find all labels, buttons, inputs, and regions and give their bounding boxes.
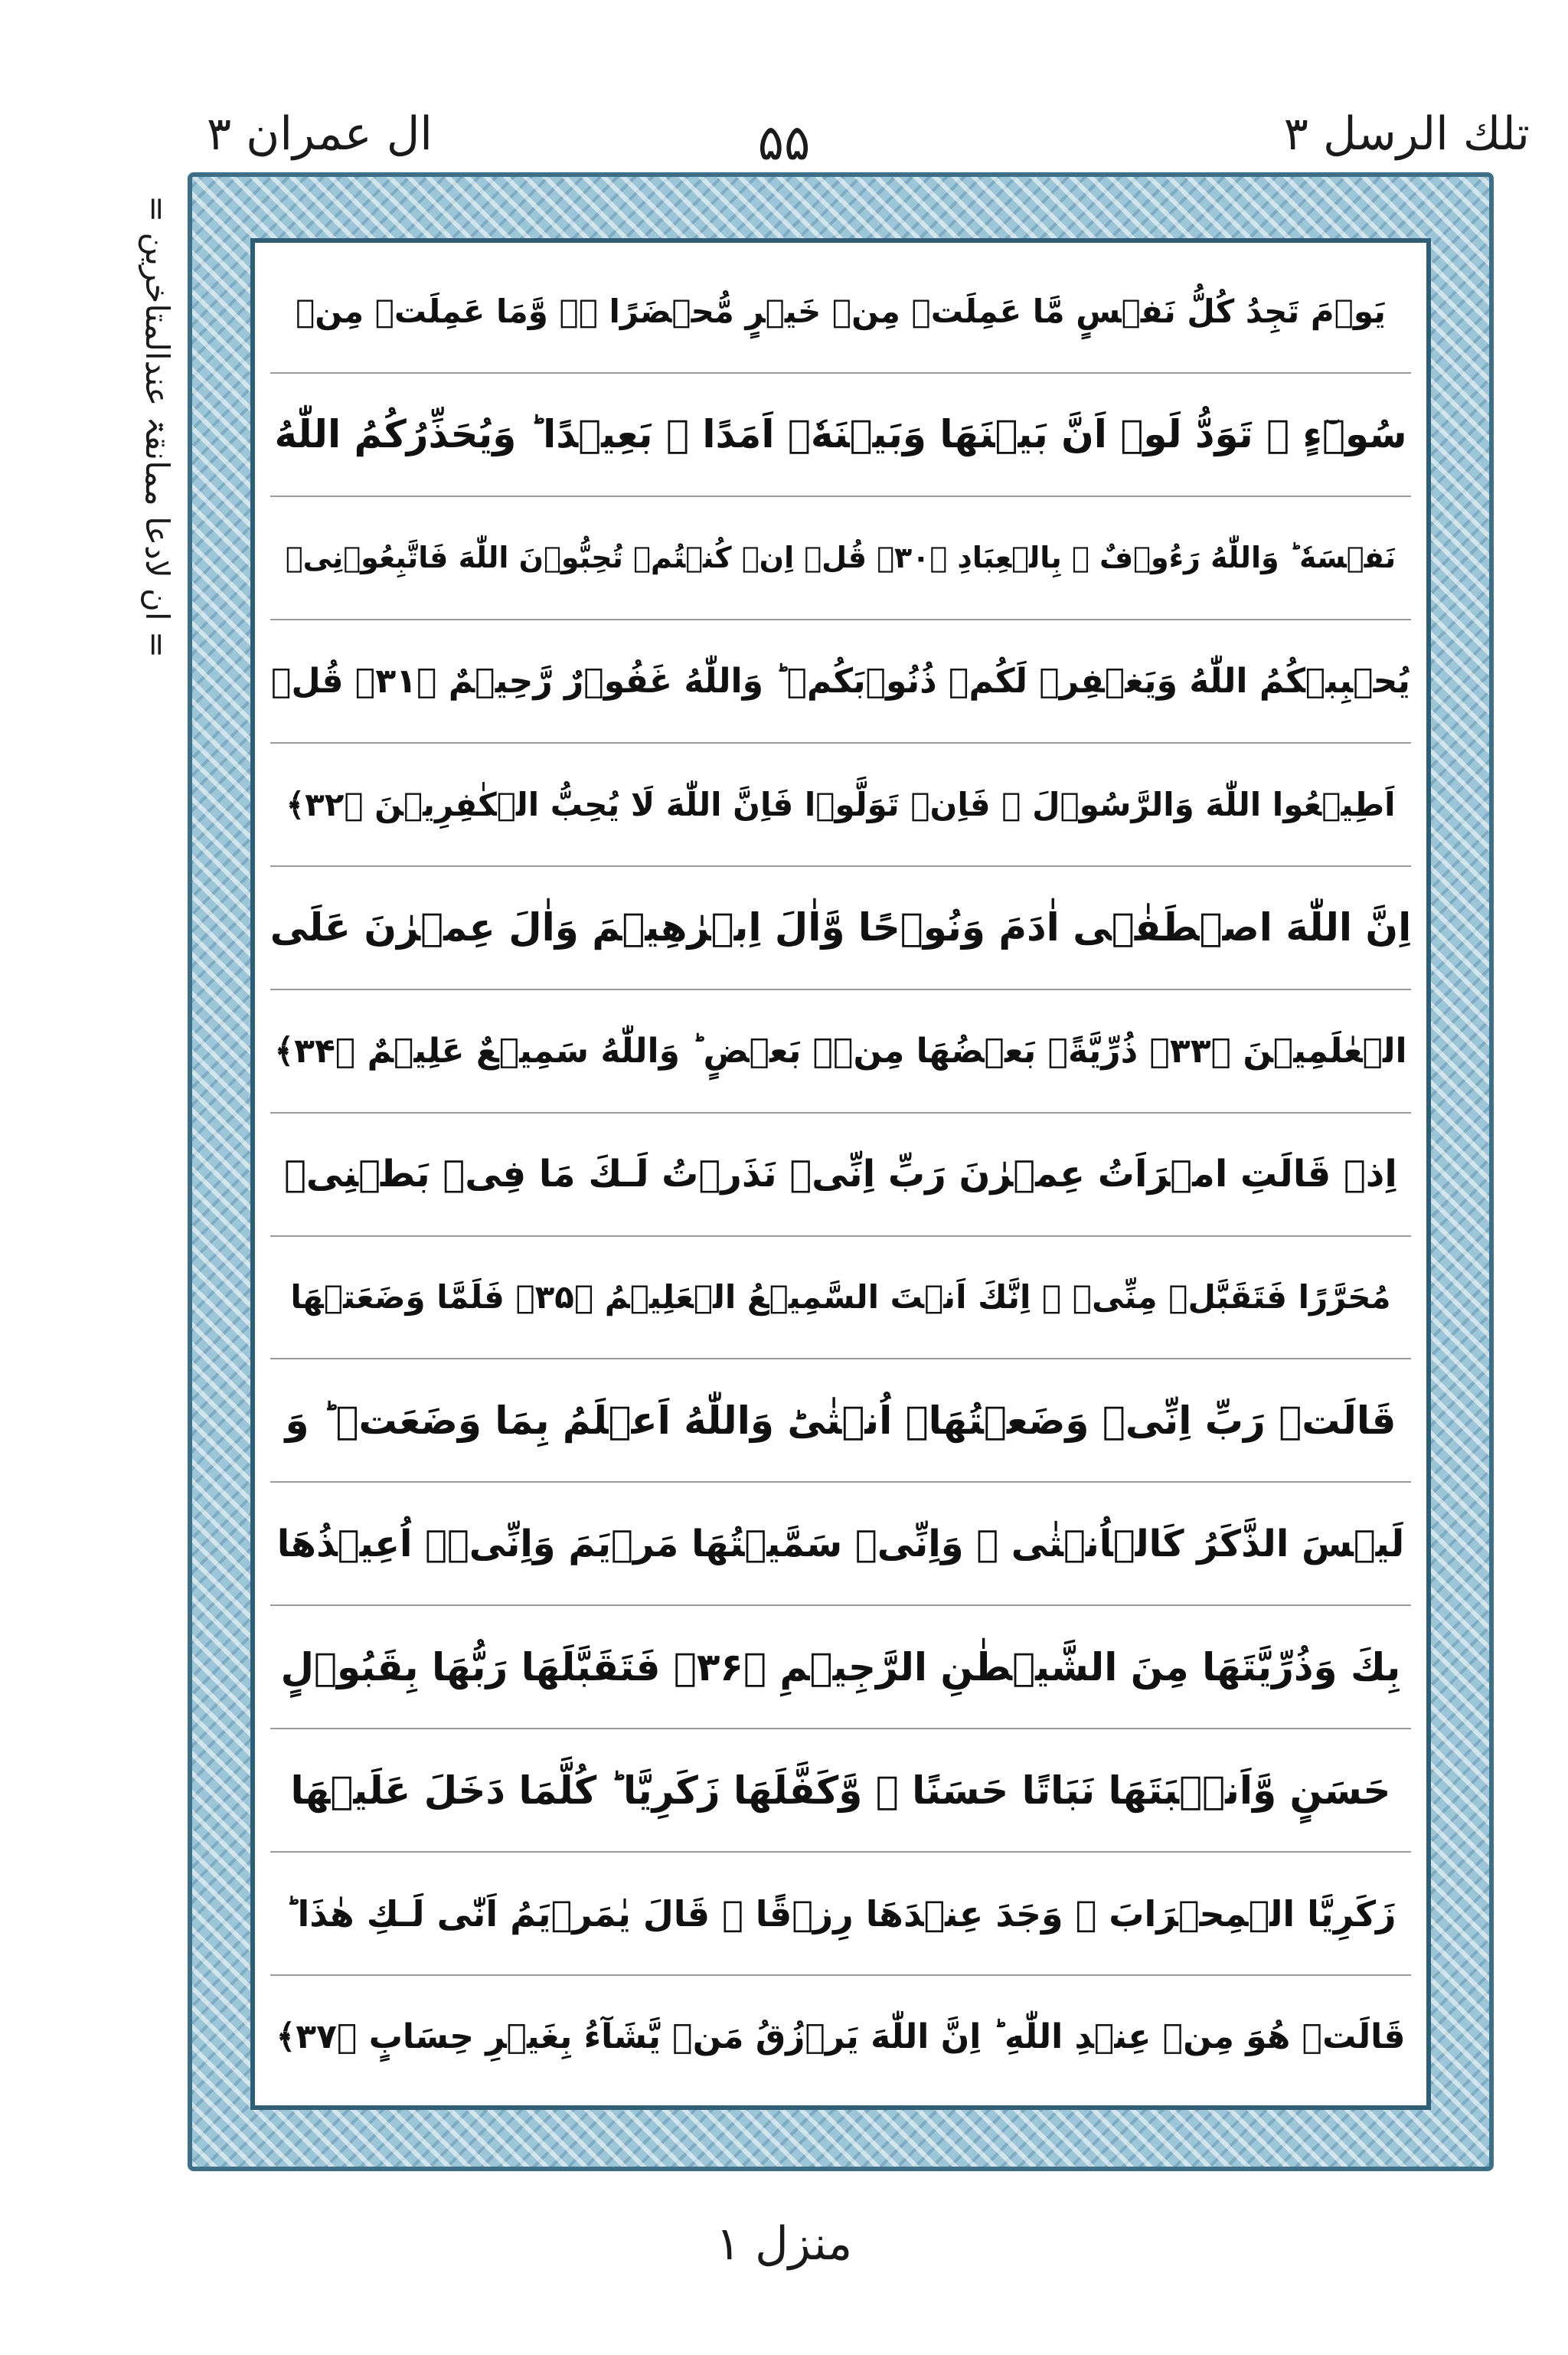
verse-line: سُوۡٓءٍ ۚ تَوَدُّ لَوۡ اَنَّ بَيۡنَهَا وَبَيۡنَهٗۤ اَمَدًا ۢ بَعِيۡدًا ؕ وَيُحَذِّرُكُمُ اللّٰهُ <box>270 374 1411 497</box>
verse-line: اِذۡ قَالَتِ امۡرَاَتُ عِمۡرٰنَ رَبِّ اِنِّىۡ نَذَرۡتُ لَـكَ مَا فِىۡ بَطۡنِىۡ <box>270 1114 1411 1237</box>
ornamental-border <box>188 172 1494 2171</box>
verse-line: يُحۡبِبۡكُمُ اللّٰهُ وَيَغۡفِرۡ لَكُمۡ ذُنُوۡبَكُمۡ ؕ وَاللّٰهُ غَفُوۡرٌ رَّحِيۡمٌ ﴿۳۱﴾ قُلۡ <box>270 620 1411 744</box>
verse-line: اَطِيۡعُوا اللّٰهَ وَالرَّسُوۡلَ ۚ فَاِنۡ تَوَلَّوۡا فَاِنَّ اللّٰهَ لَا يُحِبُّ الۡكٰفِرِيۡنَ ﴿۳۲﴾ <box>270 744 1411 867</box>
verse-line: الۡعٰلَمِيۡنَ ﴿۳۳﴾ ذُرِّيَّةًۢ بَعۡضُهَا مِنۡۢ بَعۡضٍ ؕ وَاللّٰهُ سَمِيۡعٌ عَلِيۡمٌ ﴿۳۴﴾ <box>270 990 1411 1114</box>
verse-line: نَفۡسَهٗ ؕ وَاللّٰهُ رَءُوۡفٌ ۢ بِالۡعِبَادِ ﴿۳۰﴾ قُلۡ اِنۡ كُنۡتُمۡ تُحِبُّوۡنَ اللّٰهَ فَاتَّبِعُوۡنِىۡ <box>270 497 1411 620</box>
text-panel <box>250 238 1431 2110</box>
verse-line: زَكَرِيَّا الۡمِحۡرَابَ ۙ وَجَدَ عِنۡدَهَا رِزۡقًا ۚ قَالَ يٰمَرۡيَمُ اَنّٰى لَـكِ هٰذَا ؕ <box>270 1853 1411 1976</box>
verse-line: اِنَّ اللّٰهَ اصۡطَفٰۤى اٰدَمَ وَنُوۡحًا وَّاٰلَ اِبۡرٰهِيۡمَ وَاٰلَ عِمۡرٰنَ عَلَى <box>270 867 1411 990</box>
surah-name-header: ال عمران ۳ <box>207 107 433 161</box>
verse-line: بِكَ وَذُرِّيَّتَهَا مِنَ الشَّيۡطٰنِ الرَّجِيۡمِ ﴿۳۶﴾ فَتَقَبَّلَهَا رَبُّهَا بِقَبُوۡلٍ <box>270 1606 1411 1729</box>
verse-text-block <box>270 250 1411 2098</box>
margin-note: = ان لادعا ممانقۃ عندالمتاخرین = <box>139 195 176 659</box>
juz-name-header: تلك الرسل ۳ <box>1283 107 1530 161</box>
verse-line: يَوۡمَ تَجِدُ كُلُّ نَفۡسٍ مَّا عَمِلَتۡ مِنۡ خَيۡرٍ مُّحۡضَرًا ۖۚ وَّمَا عَمِلَتۡ مِنۡ <box>270 250 1411 374</box>
page-number: ۵۵ <box>757 115 811 172</box>
verse-line: قَالَتۡ رَبِّ اِنِّىۡ وَضَعۡتُهَاۤ اُنۡثٰىؕ وَاللّٰهُ اَعۡلَمُ بِمَا وَضَعَتۡ ؕ وَ <box>270 1359 1411 1483</box>
verse-line: لَيۡسَ الذَّكَرُ كَالۡاُنۡثٰى ۚ وَاِنِّىۡ سَمَّيۡتُهَا مَرۡيَمَ وَاِنِّىۡۤ اُعِيۡذُهَا <box>270 1483 1411 1606</box>
verse-line: حَسَنٍ وَّاَنۡۢبَتَهَا نَبَاتًا حَسَنًا ۙ وَّكَفَّلَهَا زَكَرِيَّا ؕ كُلَّمَا دَخَلَ عَلَيۡهَا <box>270 1729 1411 1853</box>
verse-line: مُحَرَّرًا فَتَقَبَّلۡ مِنِّىۡ ۚ اِنَّكَ اَنۡتَ السَّمِيۡعُ الۡعَلِيۡمُ ﴿۳۵﴾ فَلَمَّا وَضَعَتۡهَا <box>270 1237 1411 1360</box>
manzil-footer: منزل ۱ <box>715 2217 853 2271</box>
verse-line: قَالَتۡ هُوَ مِنۡ عِنۡدِ اللّٰهِ ؕ اِنَّ اللّٰهَ يَرۡزُقُ مَنۡ يَّشَآءُ بِغَيۡرِ حِسَابٍ ﴿۳۷﴾ <box>276 2017 1406 2057</box>
